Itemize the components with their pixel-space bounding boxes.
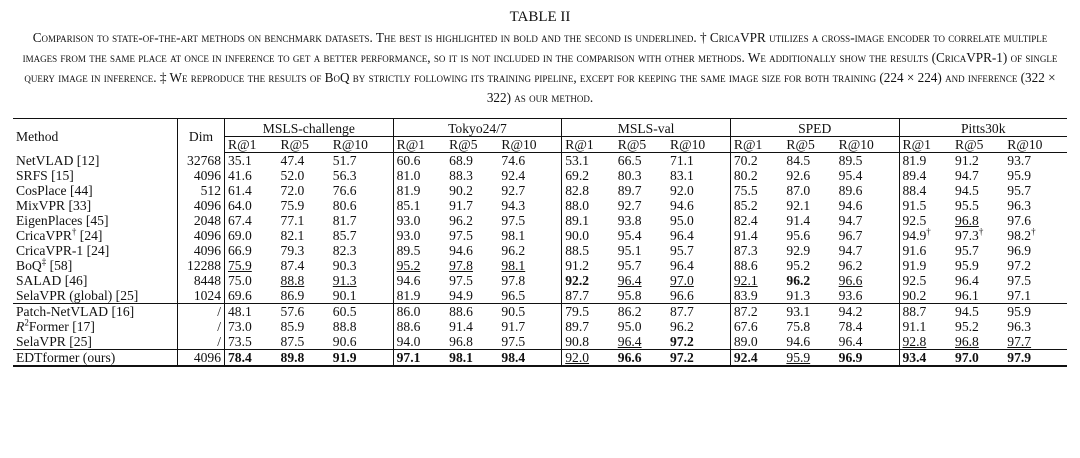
result-cell: 93.4 [899,350,952,367]
result-cell: 96.2 [498,243,561,258]
result-cell: 87.3 [733,243,758,258]
header-metric: R@1 [393,137,446,153]
result-cell: 94.7 [955,168,979,183]
result-cell: 61.4 [228,183,252,198]
result-cell: 92.7 [498,183,561,198]
header-dataset: Pitts30k [899,119,1067,137]
result-cell: 92.8 [902,334,927,349]
result-cell: 92.4 [730,350,783,367]
header-metric: R@10 [836,137,899,153]
result-cell: 90.1 [330,288,393,304]
result-cell: 69.2 [565,168,590,183]
result-cell: 95.9 [1004,304,1067,320]
method-name: SALAD [46] [13,273,178,288]
result-cell: 96.1 [955,288,979,303]
header-metric: R@1 [899,137,952,153]
result-cell: 96.2 [836,258,899,273]
result-cell: 92.0 [667,183,730,198]
result-cell: 51.7 [330,153,393,169]
header-dim: Dim [178,119,225,153]
result-cell: 57.6 [278,304,330,320]
table-row [13,258,1067,273]
dim-value: 2048 [178,213,225,228]
result-cell: 87.4 [280,258,305,273]
result-cell: 97.5 [449,273,473,288]
result-cell: 95.8 [617,288,642,303]
result-cell: 75.8 [786,319,811,334]
dim-value: 12288 [178,258,225,273]
result-cell: 97.5 [498,213,561,228]
result-cell: 97.2 [667,334,730,350]
result-cell: 60.5 [330,304,393,320]
result-cell: 91.7 [498,319,561,334]
result-cell: 95.2 [786,258,811,273]
result-cell: 47.4 [280,153,305,168]
result-cell: 89.5 [836,153,899,169]
result-cell: 97.1 [393,350,446,367]
method-name: SRFS [15] [13,168,178,183]
result-cell: 95.7 [955,243,979,258]
result-cell: 95.0 [617,319,642,334]
result-cell: 89.6 [836,183,899,198]
result-cell: 98.1 [446,350,498,367]
result-cell: 95.2 [955,319,979,334]
result-cell: 96.4 [955,273,979,288]
result-cell: 75.9 [228,258,252,273]
header-dataset: MSLS-challenge [225,119,394,137]
header-dataset: Tokyo24/7 [393,119,562,137]
result-cell: 67.6 [733,319,758,334]
header-dataset: MSLS-val [562,119,731,137]
result-cell: 94.6 [396,273,421,288]
result-cell: 88.0 [565,198,590,213]
dim-value: 4096 [178,198,225,213]
table-row [13,243,1067,258]
method-name: MixVPR [33] [13,198,178,213]
result-cell: 87.7 [667,304,730,320]
result-cell: 91.4 [786,213,811,228]
result-cell: 90.0 [565,228,590,243]
result-cell: 92.6 [786,168,811,183]
result-cell: 98.1 [498,228,561,243]
result-cell: 72.0 [280,183,305,198]
result-cell: 81.9 [902,153,927,168]
result-cell: 95.4 [617,228,642,243]
result-cell: 69.0 [228,228,252,243]
result-cell: 85.2 [733,198,758,213]
result-cell: 92.1 [786,198,811,213]
result-cell: 97.6 [1007,213,1032,228]
table-row [13,213,1067,228]
result-cell: 75.5 [733,183,758,198]
result-cell: 80.6 [330,198,393,213]
result-cell: 96.7 [836,228,899,243]
result-cell: 79.5 [562,304,615,320]
result-cell: 96.6 [836,273,899,288]
table-row [13,228,1067,243]
header-metric: R@10 [330,137,393,153]
result-cell: 85.7 [330,228,393,243]
result-cell: 96.8 [449,334,473,349]
result-cell: 96.9 [1007,243,1032,258]
result-cell: 84.5 [786,153,811,168]
result-cell: 93.0 [396,213,421,228]
result-cell: 90.2 [449,183,473,198]
dim-value: / [178,319,225,334]
result-cell: 48.1 [225,304,278,320]
result-cell: 94.5 [955,183,979,198]
header-metric: R@5 [952,137,1004,153]
result-cell: 88.6 [396,319,421,334]
result-cell: 66.5 [617,153,642,168]
method-name: CricaVPR-1 [24] [13,243,178,258]
header-metric: R@1 [730,137,783,153]
result-cell: 73.0 [228,319,252,334]
header-metric: R@5 [278,137,330,153]
result-cell: 91.9 [902,258,927,273]
result-cell: 86.9 [280,288,305,303]
result-cell: 94.7 [836,213,899,228]
result-cell: 95.9 [783,350,835,367]
result-cell: 87.5 [280,334,305,349]
result-cell: 81.9 [396,288,421,303]
result-cell: 97.8 [498,273,561,288]
result-cell: 85.9 [280,319,305,334]
header-metric: R@5 [615,137,667,153]
result-cell: 88.6 [446,304,498,320]
result-cell: 96.9 [836,350,899,367]
result-cell: 41.6 [228,168,252,183]
result-cell: 88.5 [565,243,590,258]
result-cell: 69.6 [228,288,252,303]
table-row [13,350,1067,367]
result-cell: 73.5 [228,334,252,349]
result-cell: 76.6 [330,183,393,198]
result-cell: 91.3 [330,273,393,288]
result-cell: 79.3 [280,243,305,258]
result-cell: 90.5 [498,304,561,320]
result-cell: 92.9 [786,243,811,258]
result-cell: 93.8 [617,213,642,228]
dim-value: 4096 [178,168,225,183]
dim-value: / [178,304,225,320]
result-cell: 66.9 [228,243,252,258]
dim-value: 4096 [178,243,225,258]
result-cell: 97.7 [1007,334,1032,349]
dim-value: / [178,334,225,350]
result-cell: 94.7 [836,243,899,258]
result-cell: 97.5 [449,228,473,243]
result-cell: 97.0 [667,273,730,288]
method-name: EigenPlaces [45] [13,213,178,228]
header-metric: R@10 [667,137,730,153]
result-cell: 91.2 [955,153,979,168]
result-cell: 96.4 [617,273,642,288]
result-cell: 98.4 [498,350,561,367]
result-cell: 92.2 [565,273,590,288]
results-body [13,153,1067,367]
result-cell: 89.5 [396,243,421,258]
header-dataset: SPED [730,119,899,137]
result-cell: 96.4 [667,228,730,243]
result-cell: 64.0 [228,198,252,213]
method-name: $R^2Former$ [17] [13,319,178,334]
result-cell: 97.3† [955,226,984,243]
result-cell: 88.4 [902,183,927,198]
result-cell: 94.6 [449,243,473,258]
result-cell: 87.2 [730,304,783,320]
result-cell: 83.1 [667,168,730,183]
result-cell: 78.4 [225,350,278,367]
result-cell: 96.8 [955,213,979,228]
result-cell: 97.2 [667,350,730,367]
result-cell: 89.0 [733,334,758,349]
result-cell: 91.7 [449,198,473,213]
result-cell: 88.6 [733,258,758,273]
result-cell: 82.3 [330,243,393,258]
method-name: NetVLAD [12] [13,153,178,169]
table-row [13,183,1067,198]
result-cell: 89.7 [617,183,642,198]
result-cell: 92.1 [733,273,758,288]
result-cell: 81.7 [330,213,393,228]
result-cell: 91.4 [449,319,473,334]
result-cell: 86.2 [615,304,667,320]
result-cell: 95.6 [786,228,811,243]
result-cell: 96.4 [667,258,730,273]
result-cell: 90.2 [902,288,927,303]
result-cell: 89.7 [565,319,590,334]
table-row [13,304,1067,320]
result-cell: 71.1 [667,153,730,169]
result-cell: 93.1 [783,304,835,320]
result-cell: 96.5 [498,288,561,304]
dim-value: 4096 [178,350,225,367]
result-cell: 74.6 [498,153,561,169]
result-cell: 81.9 [396,183,421,198]
result-cell: 89.1 [565,213,590,228]
result-cell: 88.7 [899,304,952,320]
result-cell: 87.7 [565,288,590,303]
header-metric: R@5 [446,137,498,153]
result-cell: 90.3 [330,258,393,273]
result-cell: 91.9 [330,350,393,367]
table-label: TABLE II [509,9,571,25]
result-cell: 97.8 [449,258,473,273]
result-cell: 96.3 [1007,319,1032,334]
result-cell: 95.5 [955,198,979,213]
result-cell: 94.6 [786,334,811,349]
result-cell: 94.9† [902,226,931,243]
result-cell: 94.6 [667,198,730,213]
result-cell: 88.8 [280,273,305,288]
header-metric: R@1 [225,137,278,153]
result-cell: 53.1 [565,153,590,168]
result-cell: 95.7 [1007,183,1032,198]
method-name: CricaVPR† [24] [13,228,178,243]
result-cell: 95.9 [955,258,979,273]
result-cell: 94.2 [836,304,899,320]
result-cell: 89.8 [278,350,330,367]
result-cell: 35.1 [228,153,252,168]
result-cell: 96.8 [955,334,979,349]
result-cell: 82.4 [733,213,758,228]
result-cell: 95.2 [396,258,421,273]
table-row [13,273,1067,288]
table-caption: Comparison to state-of-the-art methods on benchmark datasets. The best is highlighted in bold and the second is underlined. † CricaVPR utilizes a cross-image encoder to correlate multiple images from the same place at once in inference to get a better performance, so it is not included in the comparison with other methods. We additionally show the results (CricaVPR-1) of single query image in inference. ‡ We reproduce the results of BoQ by strictly following its training pipeline, except for keeping the same image size for both training (224 × 224) and inference (322 × 322) as our method. [22,30,1058,105]
table-row [13,198,1067,213]
result-cell: 96.3 [1007,198,1032,213]
result-cell: 60.6 [396,153,421,168]
result-cell: 97.5 [1007,273,1032,288]
result-cell: 92.7 [617,198,642,213]
result-cell: 81.0 [396,168,421,183]
method-name: SelaVPR (global) [25] [13,288,178,304]
table-row [13,153,1067,169]
result-cell: 98.2† [1007,226,1036,243]
result-cell: 82.8 [565,183,590,198]
result-cell: 92.0 [562,350,615,367]
result-cell: 91.3 [786,288,811,303]
dim-value: 512 [178,183,225,198]
method-name: CosPlace [44] [13,183,178,198]
result-cell: 85.1 [396,198,421,213]
result-cell: 97.1 [1007,288,1032,303]
dim-value: 32768 [178,153,225,169]
header-metric: R@10 [498,137,561,153]
result-cell: 89.4 [902,168,927,183]
result-cell: 94.9 [449,288,473,303]
result-cell: 91.1 [902,319,927,334]
result-cell: 68.9 [449,153,473,168]
dim-value: 8448 [178,273,225,288]
result-cell: 97.9 [1004,350,1067,367]
result-cell: 95.7 [667,243,730,258]
result-cell: 82.1 [280,228,305,243]
dim-value: 4096 [178,228,225,243]
header-metric: R@10 [1004,137,1067,153]
result-cell: 91.4 [733,228,758,243]
header-metric: R@5 [783,137,835,153]
result-cell: 75.9 [280,198,305,213]
result-cell: 94.5 [952,304,1004,320]
result-cell: 97.0 [952,350,1004,367]
method-name: SelaVPR [25] [13,334,178,350]
result-cell: 77.1 [280,213,305,228]
method-name: BoQ‡ [58] [13,258,178,273]
result-cell: 93.7 [1007,153,1032,168]
result-cell: 67.4 [228,213,252,228]
result-cell: 94.6 [836,198,899,213]
result-cell: 95.1 [617,243,642,258]
result-cell: 93.0 [396,228,421,243]
result-cell: 96.2 [449,213,473,228]
result-cell: 91.6 [902,243,927,258]
table-row [13,288,1067,304]
result-cell: 70.2 [733,153,758,168]
header-row-datasets [13,119,1067,137]
result-cell: 96.6 [667,288,730,304]
result-cell: 90.8 [565,334,590,349]
header-method: Method [13,119,178,153]
result-cell: 56.3 [330,168,393,183]
result-cell: 96.2 [667,319,730,334]
result-cell: 75.0 [228,273,252,288]
result-cell: 95.7 [617,258,642,273]
result-cell: 95.4 [836,168,899,183]
result-cell: 94.0 [396,334,421,349]
result-cell: 98.1 [498,258,561,273]
header-metric: R@1 [562,137,615,153]
result-cell: 97.2 [1007,258,1032,273]
result-cell: 97.5 [498,334,561,350]
table-row [13,168,1067,183]
result-cell: 93.6 [836,288,899,304]
result-cell: 96.4 [617,334,642,349]
result-cell: 96.4 [836,334,899,350]
result-cell: 92.4 [498,168,561,183]
result-cell: 95.9 [1007,168,1032,183]
method-name: Patch-NetVLAD [16] [13,304,178,320]
result-cell: 94.3 [498,198,561,213]
result-cell: 95.0 [667,213,730,228]
result-cell: 96.6 [615,350,667,367]
result-cell: 91.2 [565,258,590,273]
result-cell: 52.0 [280,168,305,183]
result-cell: 96.2 [786,273,811,288]
result-cell: 87.0 [786,183,811,198]
result-cell: 92.5 [902,213,927,228]
table-row [13,334,1067,350]
results-table [13,118,1067,367]
result-cell: 83.9 [733,288,758,303]
result-cell: 91.5 [902,198,927,213]
method-name: EDTformer (ours) [13,350,178,367]
result-cell: 80.3 [617,168,642,183]
dim-value: 1024 [178,288,225,304]
result-cell: 92.5 [902,273,927,288]
result-cell: 80.2 [733,168,758,183]
table-row [13,319,1067,334]
result-cell: 88.3 [449,168,473,183]
result-cell: 90.6 [330,334,393,350]
result-cell: 88.8 [330,319,393,334]
result-cell: 86.0 [393,304,446,320]
result-cell: 78.4 [836,319,899,334]
